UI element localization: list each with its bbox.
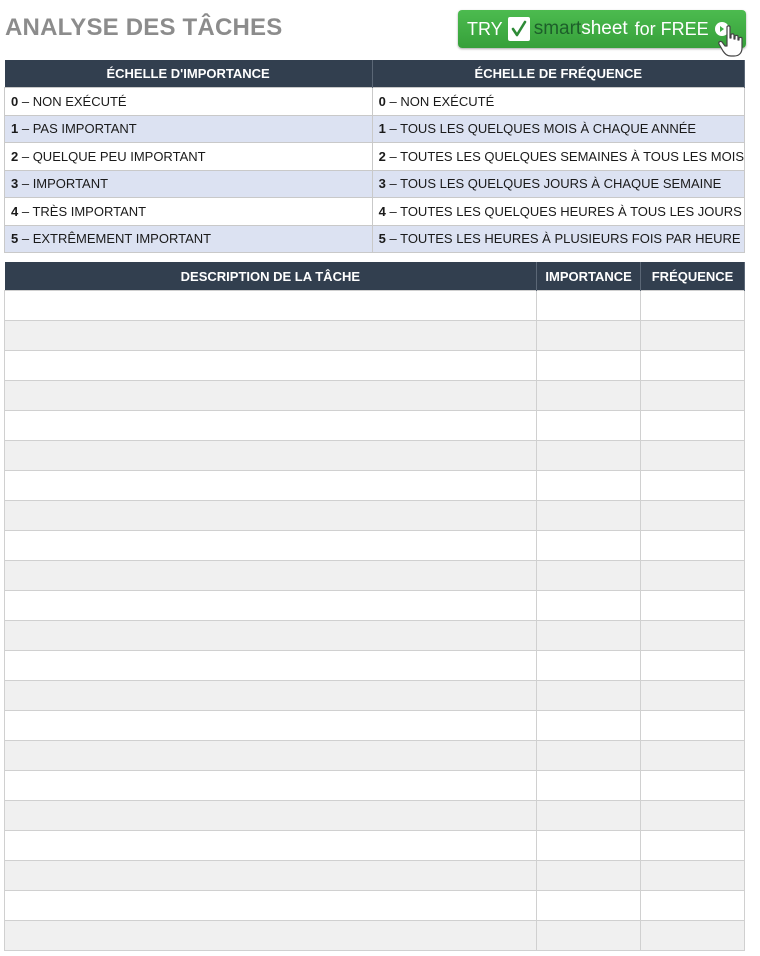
scale-row xyxy=(5,198,745,226)
frequency-scale-header: ÉCHELLE DE FRÉQUENCE xyxy=(372,60,744,88)
task-row xyxy=(5,711,745,741)
task-description-cell[interactable] xyxy=(5,711,537,741)
task-row xyxy=(5,501,745,531)
importance-cell[interactable] xyxy=(537,801,641,831)
frequency-cell[interactable] xyxy=(641,621,745,651)
task-description-cell[interactable] xyxy=(5,531,537,561)
importance-cell[interactable] xyxy=(537,831,641,861)
importance-cell[interactable] xyxy=(537,561,641,591)
importance-cell[interactable] xyxy=(537,351,641,381)
importance-scale-cell: 2 – QUELQUE PEU IMPORTANT xyxy=(5,143,373,171)
importance-cell[interactable] xyxy=(537,321,641,351)
task-row xyxy=(5,681,745,711)
importance-cell[interactable] xyxy=(537,891,641,921)
frequency-scale-cell: 5 – TOUTES LES HEURES À PLUSIEURS FOIS PAR HEURE xyxy=(372,225,744,253)
task-description-cell[interactable] xyxy=(5,411,537,441)
task-row xyxy=(5,831,745,861)
task-description-cell[interactable] xyxy=(5,381,537,411)
task-description-cell[interactable] xyxy=(5,741,537,771)
scale-row xyxy=(5,143,745,171)
frequency-cell[interactable] xyxy=(641,741,745,771)
task-row xyxy=(5,621,745,651)
importance-cell[interactable] xyxy=(537,381,641,411)
task-description-cell[interactable] xyxy=(5,801,537,831)
smartsheet-logo-text: smartsheet xyxy=(533,18,628,39)
task-description-cell[interactable] xyxy=(5,651,537,681)
task-description-cell[interactable] xyxy=(5,291,537,321)
frequency-cell[interactable] xyxy=(641,861,745,891)
importance-scale-cell: 1 – PAS IMPORTANT xyxy=(5,115,373,143)
importance-cell[interactable] xyxy=(537,291,641,321)
promo-try-label: TRY xyxy=(467,18,503,39)
frequency-cell[interactable] xyxy=(641,381,745,411)
importance-scale-cell: 5 – EXTRÊMEMENT IMPORTANT xyxy=(5,225,373,253)
task-row xyxy=(5,801,745,831)
task-description-cell[interactable] xyxy=(5,831,537,861)
task-row xyxy=(5,651,745,681)
frequency-cell[interactable] xyxy=(641,711,745,741)
frequency-cell[interactable] xyxy=(641,771,745,801)
task-description-cell[interactable] xyxy=(5,861,537,891)
task-table xyxy=(4,262,745,951)
importance-cell[interactable] xyxy=(537,441,641,471)
task-header-row xyxy=(5,262,745,291)
importance-cell[interactable] xyxy=(537,531,641,561)
importance-cell[interactable] xyxy=(537,591,641,621)
importance-cell[interactable] xyxy=(537,501,641,531)
checkmark-icon xyxy=(508,17,530,41)
frequency-scale-cell: 3 – TOUS LES QUELQUES JOURS À CHAQUE SEMAINE xyxy=(372,170,744,198)
scale-row xyxy=(5,88,745,116)
frequency-cell[interactable] xyxy=(641,651,745,681)
task-description-cell[interactable] xyxy=(5,501,537,531)
task-description-cell[interactable] xyxy=(5,891,537,921)
frequency-cell[interactable] xyxy=(641,471,745,501)
task-description-cell[interactable] xyxy=(5,471,537,501)
task-description-cell[interactable] xyxy=(5,591,537,621)
hand-cursor-icon xyxy=(717,24,745,58)
frequency-scale-cell: 4 – TOUTES LES QUELQUES HEURES À TOUS LES JOURS xyxy=(372,198,744,226)
task-description-cell[interactable] xyxy=(5,771,537,801)
task-row xyxy=(5,321,745,351)
scale-row xyxy=(5,225,745,253)
task-row xyxy=(5,891,745,921)
frequency-cell[interactable] xyxy=(641,801,745,831)
task-row xyxy=(5,921,745,951)
promo-for-free-label: for FREE xyxy=(634,18,709,39)
frequency-cell[interactable] xyxy=(641,321,745,351)
scale-header-row xyxy=(5,60,745,88)
importance-scale-cell: 0 – NON EXÉCUTÉ xyxy=(5,88,373,116)
importance-header: IMPORTANCE xyxy=(537,262,641,291)
frequency-cell[interactable] xyxy=(641,531,745,561)
importance-cell[interactable] xyxy=(537,771,641,801)
frequency-cell[interactable] xyxy=(641,891,745,921)
frequency-cell[interactable] xyxy=(641,921,745,951)
importance-cell[interactable] xyxy=(537,741,641,771)
importance-cell[interactable] xyxy=(537,921,641,951)
frequency-cell[interactable] xyxy=(641,351,745,381)
task-description-cell[interactable] xyxy=(5,441,537,471)
importance-cell[interactable] xyxy=(537,681,641,711)
task-description-cell[interactable] xyxy=(5,351,537,381)
task-row xyxy=(5,861,745,891)
task-row xyxy=(5,561,745,591)
frequency-cell[interactable] xyxy=(641,411,745,441)
page-title: ANALYSE DES TÂCHES xyxy=(5,14,283,41)
task-description-cell[interactable] xyxy=(5,621,537,651)
importance-scale-cell: 3 – IMPORTANT xyxy=(5,170,373,198)
frequency-header: FRÉQUENCE xyxy=(641,262,745,291)
task-row xyxy=(5,741,745,771)
frequency-scale-cell: 2 – TOUTES LES QUELQUES SEMAINES À TOUS LES MOIS xyxy=(372,143,744,171)
frequency-cell[interactable] xyxy=(641,561,745,591)
frequency-cell[interactable] xyxy=(641,441,745,471)
importance-scale-cell: 4 – TRÈS IMPORTANT xyxy=(5,198,373,226)
importance-cell[interactable] xyxy=(537,411,641,441)
task-row xyxy=(5,411,745,441)
importance-cell[interactable] xyxy=(537,711,641,741)
frequency-cell[interactable] xyxy=(641,831,745,861)
importance-scale-header: ÉCHELLE D'IMPORTANCE xyxy=(5,60,373,88)
importance-cell[interactable] xyxy=(537,621,641,651)
task-description-cell[interactable] xyxy=(5,321,537,351)
frequency-scale-cell: 0 – NON EXÉCUTÉ xyxy=(372,88,744,116)
frequency-cell[interactable] xyxy=(641,591,745,621)
importance-cell[interactable] xyxy=(537,651,641,681)
importance-cell[interactable] xyxy=(537,861,641,891)
scale-table xyxy=(4,60,745,253)
task-description-header: DESCRIPTION DE LA TÂCHE xyxy=(5,262,537,291)
task-row xyxy=(5,531,745,561)
task-row xyxy=(5,291,745,321)
task-description-cell[interactable] xyxy=(5,561,537,591)
try-smartsheet-button[interactable] xyxy=(458,10,746,48)
task-row xyxy=(5,591,745,621)
task-row xyxy=(5,771,745,801)
task-row xyxy=(5,351,745,381)
task-description-cell[interactable] xyxy=(5,921,537,951)
frequency-scale-cell: 1 – TOUS LES QUELQUES MOIS À CHAQUE ANNÉE xyxy=(372,115,744,143)
task-description-cell[interactable] xyxy=(5,681,537,711)
frequency-cell[interactable] xyxy=(641,291,745,321)
frequency-cell[interactable] xyxy=(641,501,745,531)
scale-row xyxy=(5,115,745,143)
task-row xyxy=(5,381,745,411)
task-row xyxy=(5,441,745,471)
scale-row xyxy=(5,170,745,198)
frequency-cell[interactable] xyxy=(641,681,745,711)
importance-cell[interactable] xyxy=(537,471,641,501)
task-row xyxy=(5,471,745,501)
